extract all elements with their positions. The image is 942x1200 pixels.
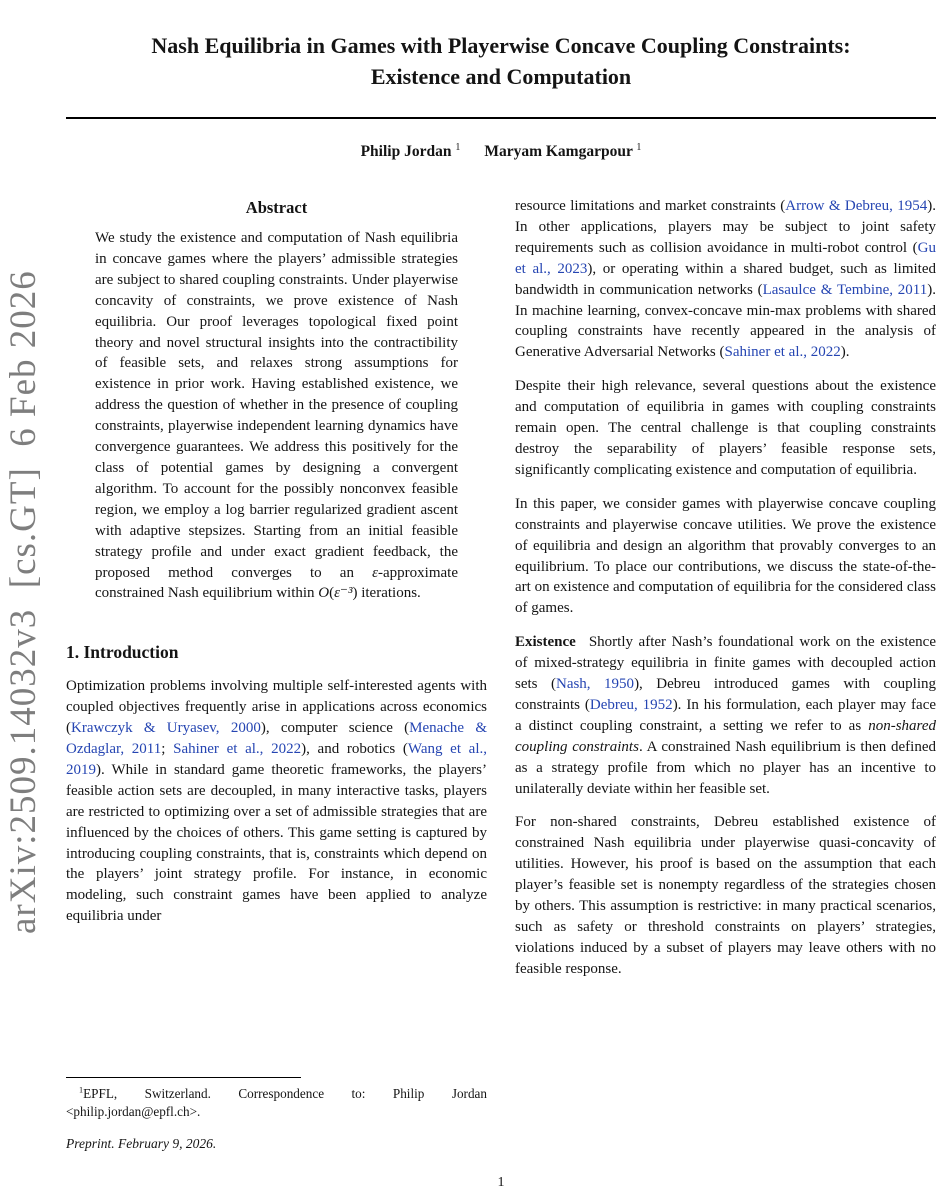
text-segment: ). xyxy=(840,344,850,361)
run-in-heading: Existence xyxy=(515,634,576,651)
author-affiliation-mark: 1 xyxy=(636,141,642,153)
arxiv-watermark: arXiv:2509.14032v3 [cs.GT] 6 Feb 2026 xyxy=(3,270,44,934)
citation-link[interactable]: Menache & Ozdaglar, 2011 xyxy=(66,720,487,758)
text-segment: ). While in standard game theoretic frameworks, the players’ feasible action sets are decoupled, in many interactive tasks, players are restricted to optimizing over a set of admissible strategies that are influenced by the choices of others. This game setting is captured by introducing coupling constraints, that is, constraints which depend on the players’ joint strategy profile. For instance, in economic modeling, such constraint games have been applied to analyze equilibria under xyxy=(66,761,487,925)
author-name: Philip Jordan xyxy=(360,143,452,160)
text-segment: ) iterations. xyxy=(352,585,421,602)
text-segment: ), computer science ( xyxy=(260,720,410,737)
text-segment: Despite their high relevance, several questions about the existence and computation of equilibria in games with coupling constraints remain open. The central challenge is that coupling constraints destroy the separability of players’ feasible response sets, significantly complicating existence and computation of equilibria. xyxy=(515,378,936,478)
author-line xyxy=(66,143,936,161)
abstract-paragraph xyxy=(95,228,458,604)
text-segment: ), or operating within a shared budget, such as limited bandwidth in communication networks ( xyxy=(515,260,936,298)
text-segment: ), Debreu introduced games with coupling constraints ( xyxy=(515,676,936,713)
author-name: Maryam Kamgarpour xyxy=(484,143,633,160)
text-segment: Shortly after Nash’s foundational work on the existence of mixed-strategy equilibria in finite games with decoupled action sets ( xyxy=(515,634,936,693)
footnote-text: EPFL, Switzerland. Correspondence to: Philip Jordan <philip.jordan@epfl.ch>. xyxy=(66,1086,487,1120)
body-paragraph xyxy=(515,812,936,979)
section-heading-introduction: 1. Introduction xyxy=(66,642,179,663)
emphasis-text: ε⁻³ xyxy=(334,585,353,602)
citation-link[interactable]: Nash, 1950 xyxy=(555,676,635,693)
citation-link[interactable]: Sahiner et al., 2022 xyxy=(724,344,841,361)
paper-title-line: Nash Equilibria in Games with Playerwise Concave Coupling Constraints: xyxy=(151,33,851,58)
text-segment: ). In other applications, players may be subject to joint safety requirements such as collision avoidance in multi-robot control ( xyxy=(515,198,936,256)
citation-link[interactable]: Gu et al., 2023 xyxy=(515,239,936,277)
text-segment: Optimization problems involving multiple self-interested agents with coupled objectives frequently arise in applications across economics ( xyxy=(66,678,487,737)
intro-paragraph xyxy=(66,676,487,927)
text-segment: ). In his formulation, each player may face a distinct coupling constraint, a setting we refer to as xyxy=(515,696,936,734)
author xyxy=(484,143,641,160)
text-segment: ; xyxy=(161,741,174,758)
title-rule xyxy=(66,117,936,119)
citation-link[interactable]: Debreu, 1952 xyxy=(589,696,673,713)
abstract-section xyxy=(66,196,487,617)
right-column xyxy=(515,196,936,1154)
paper-title-line: Existence and Computation xyxy=(370,64,632,89)
footnote xyxy=(66,1085,487,1121)
body-paragraph xyxy=(515,494,936,619)
text-segment: For non-shared constraints, Debreu established existence of constrained Nash equilibria under playerwise quasi-concavity of utilities. However, his proof is based on the assumption that each player’s feasible set is nonempty regardless of the strategies chosen by others. This assumption is restrictive: in many practical scenarios, such as safety or threshold constraints on players’ strategies, violations induced by a subset of players may leave others with no feasible response. xyxy=(515,814,936,977)
citation-link[interactable]: Arrow & Debreu, 1954 xyxy=(785,198,928,214)
text-segment: resource limitations and market constraints ( xyxy=(515,198,786,214)
citation-link[interactable]: Sahiner et al., 2022 xyxy=(173,741,302,758)
body-paragraph-existence xyxy=(515,632,936,799)
body-paragraph xyxy=(515,196,936,363)
footnote-block xyxy=(66,1077,487,1154)
paper-header xyxy=(0,0,942,161)
two-column-layout xyxy=(0,161,942,1154)
text-segment: We study the existence and computation of Nash equilibria in concave games where the players’ admissible strategies are subject to shared coupling constraints. Under playerwise concavity of constraints, we prove existence of Nash equilibria. Our proof leverages topological fixed point theory and novel structural insights into the contractibility of feasible sets, and relaxes strong assumptions for existence in prior work. Having established existence, we address the question of whether in the presence of coupling constraints, playerwise independent learning dynamics have convergence guarantees. We address this positively for the class of potential games by designing a convergent algorithm. To account for the possibly nonconvex feasible region, we employ a log barrier regularized gradient ascent with adaptive stepsizes. Starting from an initial feasible strategy profile and under exact gradient feedback, the proposed method converges to an xyxy=(95,230,458,581)
citation-link[interactable]: Krawczyk & Uryasev, 2000 xyxy=(71,720,261,737)
text-segment: ( xyxy=(329,585,335,602)
text-segment: . A constrained Nash equilibrium is then defined as a strategy profile from which no player has an incentive to unilaterally deviate within her feasible set. xyxy=(515,738,936,797)
citation-link[interactable]: Wang et al., 2019 xyxy=(66,741,487,778)
left-column xyxy=(66,196,487,1154)
page-number: 1 xyxy=(497,1175,505,1190)
body-paragraph xyxy=(515,376,936,481)
footnote-rule xyxy=(66,1077,301,1078)
text-segment: ), and robotics ( xyxy=(301,741,408,758)
paper-title xyxy=(66,30,936,92)
abstract-heading: Abstract xyxy=(245,198,308,217)
citation-link[interactable]: Lasaulce & Tembine, 2011 xyxy=(762,281,928,298)
text-segment: -approximate constrained Nash equilibrium within xyxy=(95,564,458,602)
author xyxy=(361,143,461,160)
preprint-note: Preprint. February 9, 2026. xyxy=(66,1136,217,1151)
emphasis-text: non-shared coupling constraints xyxy=(515,717,936,755)
emphasis-text: O xyxy=(318,585,330,602)
text-segment: ). In machine learning, convex-concave min-max problems with shared coupling constraints have recently appeared in the analysis of Generative Adversarial Networks ( xyxy=(515,281,936,361)
text-segment: In this paper, we consider games with playerwise concave coupling constraints and playerwise concave utilities. We prove the existence of equilibria and design an algorithm that provably converges to an equilibrium. To place our contributions, we discuss the state-of-the-art on existence and computation of equilibria for the considered class of games. xyxy=(515,495,936,617)
footnote-marker: 1 xyxy=(79,1086,84,1096)
author-affiliation-mark: 1 xyxy=(455,141,461,153)
emphasis-text: ε xyxy=(372,564,379,581)
